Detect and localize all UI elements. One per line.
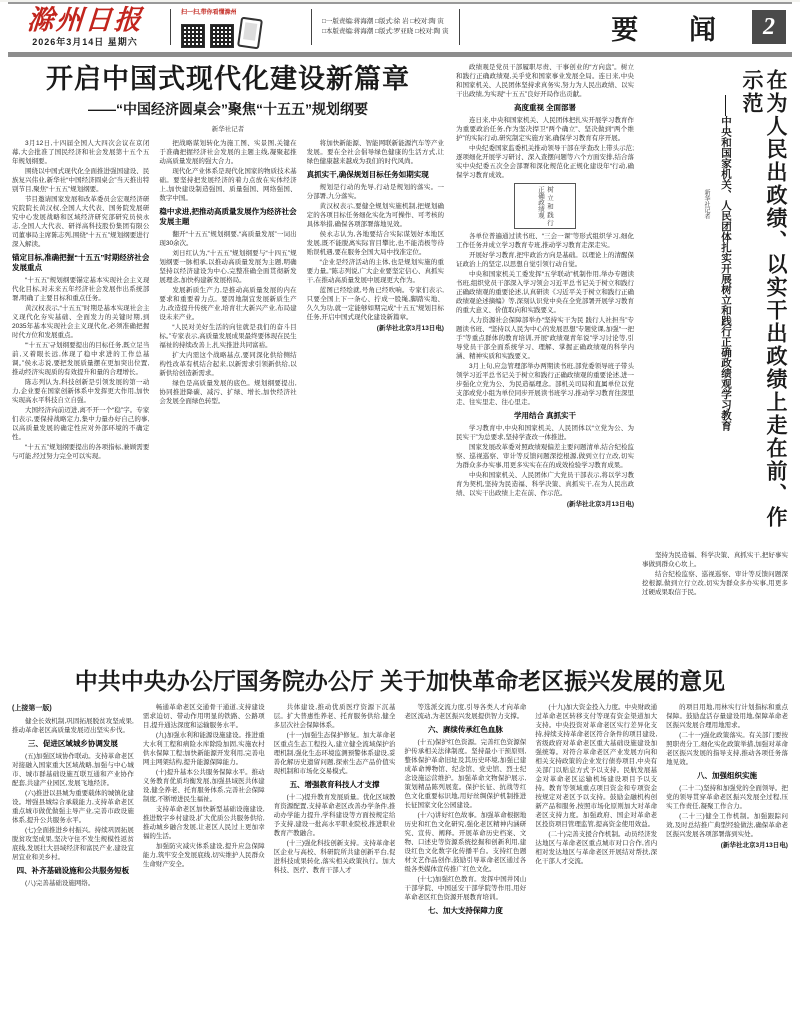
section-subhead: 五、增强教育科技人才支撑 bbox=[289, 780, 380, 789]
text-column bbox=[143, 703, 265, 1003]
paragraph: (二十二)坚持和加强党的全面领导。把党的领导贯穿革命老区振兴发展全过程,压实工作责任,凝聚工作合力。 bbox=[666, 785, 788, 810]
masthead bbox=[10, 6, 160, 48]
paragraph: (七)全面推进乡村振兴。持续巩固拓展脱贫攻坚成果,坚决守住不发生规模性返贫底线,发展壮大县域经济和富民产业,建设宜居宜业和美乡村。 bbox=[12, 827, 134, 861]
article-zhengjiguan bbox=[456, 63, 788, 661]
paragraph: 节目邀请国家发展和改革委员会宏观经济研究院院长黄汉权,全国人大代表、国务院发展研究中心发展战略和区域经济研究部研究员侯永志,全国人大代表、研祥高科技股份集团有限公司董事局主席陈志列,围绕“十五五”规划纲要进行深入解读。 bbox=[12, 196, 150, 248]
paragraph: 围绕以中国式现代化全面推进强国建设、民族复兴伟业,新华社“中国经济圆桌会”当天推出特别节目,聚焦“十五五”规划纲要。 bbox=[12, 168, 150, 193]
section-name: 要 闻 bbox=[611, 14, 738, 45]
paragraph: 现代化产业体系是现代化国家的物质技术基础。要坚持把发展经济的着力点放在实体经济上,加快建设制造强国、质量强国、网络强国、数字中国。 bbox=[159, 168, 297, 202]
paragraph: 开展好学习教育,把牢政治方向是基础。以理论上的清醒保证政治上的坚定,以思想自觉引领行动自觉。 bbox=[456, 252, 634, 268]
issue-date: 2026年3月14日 星期六 bbox=[32, 37, 138, 47]
divider bbox=[311, 9, 312, 45]
paragraph: (十九)加大资金投入力度。中央财政通过革命老区转移支付等现有资金渠道加大支持。中央投资对革命老区实行差异化支持,持续支持革命老区符合条件的项目建设,省级政府对革命老区重大基础设施建设加强统筹。对符合革命老区产业发展方向和相关支持政策的企业发行债券项目,中央有关部门以贴息方式予以支持。民航发展基金对革命老区运输机场建设项目予以支持。教育等领域重点项目资金和专项资金按规定对老区予以支持。鼓励金融机构创新产品和服务,按照市场化原则加大对革命老区支持力度。加强政府、国企对革命老区投资项目管理监管,提高资金使用效益。 bbox=[535, 704, 658, 828]
paragraph: 等选派交流力度,引导各类人才向革命老区流动,为老区振兴发展提供智力支撑。 bbox=[404, 704, 527, 720]
article-headline: 开启中国式现代化建设新篇章 bbox=[46, 64, 410, 94]
text-column bbox=[307, 139, 444, 661]
section-subhead: 高度重视 全面部署 bbox=[513, 103, 577, 112]
paragraph: 侯永志认为,各地要结合实际谋划好本地区发展,既不能脱离实际盲目攀比,也不能消极等待贻误机遇,要在服务全国大局中找准定位。 bbox=[306, 231, 444, 256]
paragraph: 中央纪委国家监委机关推动领导干部在学查改上带头示范;逐项细化开展学习研讨、深入查摆问题等六个方面安排,结合落实中央纪委五次全会部署和深化规范化正规化建设年“行动,确保学习教育成效。 bbox=[456, 145, 634, 179]
qr-slogan: 扫一扫,带你看懂滁州 bbox=[181, 9, 237, 16]
section-subhead: 稳中求进,把推动高质量发展作为经济社会发展主题 bbox=[159, 207, 297, 226]
staff-credits bbox=[322, 17, 449, 37]
bottom-body-columns bbox=[12, 703, 788, 1003]
text-column bbox=[535, 703, 657, 1003]
paragraph: “十五五”规划纲要锚定基本实现社会主义现代化目标,对未来五年经济社会发展作出系统部署,明确了主要目标和重点任务。 bbox=[12, 277, 150, 302]
phone-in-hand-icon bbox=[237, 16, 263, 49]
paragraph: (八)完善基础设施网络。 bbox=[25, 880, 95, 887]
paragraph: 蓝图已经绘就,号角已经吹响。专家们表示,只要全国上下一条心、拧成一股绳,脚踏实地、久久为功,就一定能够如期完成“十五五”规划目标任务,开启中国式现代化建设新篇章。 bbox=[306, 287, 444, 321]
paragraph: “十五五”规划纲要提出的各项指标,兼顾需要与可能,经过努力完全可以实现。 bbox=[12, 444, 150, 460]
section-subhead: 七、加大支持保障力度 bbox=[427, 906, 503, 915]
paragraph: 规划是行动的先导,行动是规划的落实。一分部署,九分落实。 bbox=[306, 184, 444, 200]
paragraph: (二十一)强化政策落实。有关部门要按照职责分工,细化实化政策举措,加强对革命老区振兴发展的指导支持,推动各项任务落地见效。 bbox=[666, 732, 788, 766]
paragraph: 刘日红认为,“十五五”规划纲要与“十四五”规划纲要一脉相承,以推动高质量发展为主题,明确坚持以经济建设为中心,完整准确全面贯彻新发展理念,加快构建新发展格局。 bbox=[159, 250, 297, 284]
text-column bbox=[12, 139, 149, 661]
paragraph: (十二)提升教育发展质量。优化区域教育资源配置,支持革命老区改善办学条件,推动办学能力提升,学科建设等方面按规定给予支持,建设一批高水平职业院校,推进职业教育产教融合。 bbox=[273, 794, 396, 837]
paragraph: 扩大内需这个战略基点,要同深化供给侧结构性改革有机结合起来,以新需求引领新供给,以新供给创造新需求。 bbox=[159, 352, 297, 377]
paragraph: 的项目用地,用林实行计划指标和重点保障。鼓励盘活存量建设用地,保障革命老区振兴发展合理用地需求。 bbox=[666, 704, 788, 729]
paragraph: 将加快新能源、智能网联新能源汽车等产业发展。要在全社会倡导绿色健康的生活方式,让绿色健康越来越成为我们的时代风尚。 bbox=[306, 140, 444, 165]
paragraph: 翻开“十五五”规划纲要,“高质量发展”一词出现30余次。 bbox=[159, 231, 297, 247]
paragraph: (十七)加强红色教育。发挥中国井冈山干部学院、中国延安干部学院等作用,用好革命老区红色资源开展教育培训。 bbox=[404, 876, 527, 901]
continued-note: (上接第一版) bbox=[12, 705, 52, 712]
paragraph: 国家发展改革委对照政绩观偏差主要问题清单,结合纪检监察、巡视巡察、审计等反馈问题深挖根源,做到立行立改,切实为群众多办实事,用更多实实在在的成效检验学习教育成果。 bbox=[456, 444, 634, 469]
paragraph: 黄汉权表示,“十五五”时期是基本实现社会主义现代化夯实基础、全面发力的关键时期,到2035年基本实现社会主义现代化,必须准确把握时代方位和发展重点。 bbox=[12, 305, 150, 339]
credits-line-1: □一版责编:蒋海潮 □版式:徐 岩 □校对:陶 寅 bbox=[322, 18, 444, 25]
paragraph: 黄汉权表示,要健全规划实施机制,把规划确定的各项目标任务细化实化为可操作、可考核的具体举措,确保各项部署落地见效。 bbox=[306, 203, 444, 228]
divider bbox=[459, 9, 460, 45]
vertical-subhead: ——中央和国家机关、人民团体扎实开展树立和践行正确政绩观学习教育 bbox=[720, 95, 732, 431]
newspaper-title: 滁州日报 bbox=[25, 5, 145, 35]
text-column bbox=[12, 703, 134, 1003]
paragraph: 大国经济向前迈进,离不开一个“稳”字。专家们表示,要保持战略定力,集中力量办好自己的事,以高质量发展的确定性应对外部环境的不确定性。 bbox=[12, 407, 150, 441]
paragraph: 健全长效机制,巩固拓展脱贫攻坚成果,推动革命老区高质量发展迈出坚实步伐。 bbox=[12, 718, 134, 734]
divider bbox=[170, 9, 171, 45]
paragraph: 绿色是高质量发展的底色。规划纲要提出,协同推进降碳、减污、扩绿、增长,加快经济社会发展全面绿色转型。 bbox=[159, 380, 297, 405]
paragraph: (二十三)健全工作机制。加强跟踪问效,及时总结推广典型经验做法,确保革命老区振兴发展各项部署落到实处。 bbox=[666, 813, 788, 838]
paragraph: 政绩观是党员干部履职尽责、干事创业的“方向盘”。树立和践行正确政绩观,关乎党和国家事业发展全局。连日来,中央和国家机关、人民团体坚持求真务实,努力为人民出政绩、以实干出政绩,为实现“十五五”良好开局作出贡献。 bbox=[456, 64, 634, 98]
article-body-column bbox=[456, 63, 634, 661]
paragraph: (十六)讲好红色故事。加强革命根据地历史和红色文化研究,强化老区精神内涵研究、宣传、阐释。开展革命历史档案、文物、口述史等资源系统挖掘和创新利用,建设红色文化数字化传播平台。支持红色题材文艺作品创作,鼓励引导革命老区通过各级各类媒体宣传推广红色文化。 bbox=[404, 812, 527, 873]
section-subhead: 四、补齐基础设施和公共服务短板 bbox=[16, 866, 130, 875]
article-byline: 新华社记者 bbox=[211, 126, 245, 133]
paragraph: “人民对美好生活的向往就是我们的奋斗目标。”专家表示,高质量发展成果最终要体现在民生福祉的持续改善上,扎实推进共同富裕。 bbox=[159, 324, 297, 349]
page-header bbox=[0, 4, 800, 50]
article-body-columns bbox=[12, 139, 444, 661]
section-subhead: 学用结合 真抓实干 bbox=[513, 411, 577, 420]
vertical-headline: 在为人民出政绩、以实干出政绩上走在前、作示范 bbox=[740, 69, 788, 529]
bottom-headline: 中共中央办公厅国务院办公厅 关于加快革命老区振兴发展的意见 bbox=[74, 668, 726, 694]
paragraph: (二十)完善支援合作机制。动员经济发达地区与革命老区重点城市对口合作,省内相对发达地区与革命老区开展结对帮扶,深化干部人才交流。 bbox=[535, 831, 658, 865]
text-column bbox=[159, 139, 296, 661]
paragraph: (十三)强化科技创新支持。支持革命老区企业与高校、科研院所共建创新平台,促进科技成果转化,落实相关政策执行。加大科技、医疗、教育干部人才 bbox=[273, 840, 396, 874]
paragraph: (十五)保护红色资源。完善红色资源保护传承相关法律制度。坚持最小干预原则,整体保护革命旧址及其历史环境,加强已建成革命博物馆、纪念馆、党史馆、烈士纪念设施运营维护。加强革命文物保护展示,策划精品陈列展览。保护长征、抗战等红色文化重要标识地,用好丝绸保护机制推进长征国家文化公园建设。 bbox=[404, 739, 527, 809]
article-laoqu-opinion bbox=[0, 661, 800, 1003]
section-subhead: 锚定目标,准确把握“十五五”时期经济社会发展重点 bbox=[12, 253, 150, 272]
vertical-byline: 新华社记者 bbox=[703, 189, 709, 219]
paragraph: 坚持为民造福、科学决策、真抓实干,把好事实事做到群众心坎上。 bbox=[642, 552, 788, 568]
article-subhead: ——“中国经济圆桌会”聚焦“十五五”规划纲要 bbox=[88, 101, 368, 117]
paragraph: (六)推进以县城为重要载体的城镇化建设。增强县城综合承载能力,支持革命老区重点城市做优做强主导产业,完善市政设施体系,提升公共服务水平。 bbox=[12, 790, 134, 824]
dateline: (新华社北京3月13日电) bbox=[376, 325, 444, 332]
paragraph: 共体建设,推动优质医疗资源下沉基层。扩大普惠性养老、托育服务供给,健全多层次社会保障体系。 bbox=[273, 704, 396, 729]
paragraph: “‘十五五’규划纲要提出的目标任务,既立足当前,又着眼长远,体现了稳中求进的工作总基调。”侯永志说,要把发展质量摆在更加突出位置,推动经济实现质的有效提升和量的合理增长。 bbox=[12, 342, 150, 376]
text-column bbox=[666, 703, 788, 1003]
paragraph: 各单位普遍通过读书班、“三会一课”等形式组织学习,细化工作任务并成立学习教育专班,推动学习教育走深走实。 bbox=[456, 233, 634, 249]
section-subhead: 三、促进区域城乡协调发展 bbox=[27, 739, 118, 748]
section-subhead: 六、赓续传承红色血脉 bbox=[427, 725, 503, 734]
text-column bbox=[404, 703, 526, 1003]
paragraph: (十一)加强生态保护修复。加大革命老区重点生态工程投入,建立健全流域保护治理机制,强化生态环境监测预警体系建设,妥善化解历史遗留问题,探索生态产品价值实现机制和市场化交易模式。 bbox=[273, 732, 396, 775]
paragraph: 支持革命老区加快新型基础设施建设,推进数字乡村建设,扩大优质公共服务供给,推动城乡融合发展,让老区人民过上更加幸福的生活。 bbox=[142, 806, 265, 840]
newspaper-page bbox=[0, 2, 800, 1027]
paragraph: (十)提升基本公共服务保障水平。推动义务教育优质均衡发展,加强县域医共体建设,健全养老、托育服务体系,完善社会保障制度,不断增进民生福祉。 bbox=[142, 769, 265, 803]
vertical-headline-panel bbox=[642, 63, 788, 661]
paragraph: 3月12日,十四届全国人大四次会议在京闭幕,大会批准了国民经济和社会发展第十五个五年规划纲要。 bbox=[12, 140, 150, 165]
paragraph: 把战略谋划转化为施工图、实景图,关键在于准确把握经济社会发展的主题主线,凝聚起推动高质量发展的强大合力。 bbox=[159, 140, 297, 165]
paragraph: 学习教育中,中央和国家机关、人民团体以“立党为公、为民实干”为总要求,坚持学查改一体推进。 bbox=[456, 425, 634, 441]
qr-code bbox=[210, 24, 234, 48]
paragraph: 中央和国家机关工委发挥“五学联动”机制作用,举办专题读书班,组织党员干部深入学习领会习近平总书记关于树立和践行正确政绩观的重要论述,认真研读《习近平关于树立和践行正确政绩观论述摘编》等,深刻认识党中央在全党部署开展学习教育的重大意义、价值取向和实践要义。 bbox=[456, 271, 634, 314]
paragraph: (九)加强水利和能源设施建设。推进重大水利工程和病险水库除险加固,实施农村供水保障工程;加快新能源开发利用,完善电网主网架结构,提升能源保障能力。 bbox=[142, 732, 265, 766]
paragraph: 发展新质生产力,是推动高质量发展的内在要求和重要着力点。要因地制宜发展新质生产力,改造提升传统产业,培育壮大新兴产业,布局建设未来产业。 bbox=[159, 287, 297, 321]
paragraph: 加强防灾减灾体系建设,提升应急保障能力,筑牢安全发展底线,切实维护人民群众生命财产安全。 bbox=[142, 843, 265, 868]
dateline: (新华社北京3月13日电) bbox=[720, 842, 788, 849]
qr-code bbox=[181, 24, 205, 48]
paragraph: 结合纪检监察、巡视巡察、审计等反馈问题深挖根源,做到立行立改,切实为群众多办实事,用更多过硬成果取信于民。 bbox=[642, 571, 788, 596]
dateline: (新华社北京3月13日电) bbox=[566, 501, 634, 508]
page-number-badge: 2 bbox=[752, 10, 786, 44]
paragraph: 畅通革命老区交通骨干通道,支持建设需求迫切、带动作用明显的铁路、公路项目,提升通达深度和运输服务水平。 bbox=[142, 704, 265, 729]
credits-line-2: □本版责编:蒋海潮 □版式:罗亚晓 □校对:陶 寅 bbox=[322, 28, 449, 35]
section-subhead: 八、加强组织实施 bbox=[697, 771, 758, 780]
text-column bbox=[274, 703, 396, 1003]
campaign-logo-box: 树立和践行 正确政绩观 bbox=[514, 183, 576, 229]
paragraph: 连日来,中央和国家机关、人民团体把扎实开展学习教育作为重要政治任务,作为坚决捍卫“两个确立”、坚决做到“两个维护”的实际行动,研究制定实施方案,确保学习教育有序开展。 bbox=[456, 117, 634, 142]
paragraph: 3月上旬,应急管理部举办两期读书班,部党委领导班子带头领学习近平总书记关于树立和践行正确政绩观的重要论述,进一步强化立党为公、为民造福理念。部机关司局和直属单位以党支部或党小组为单位同步开展读书班学习,推动学习教育往深里走、往实里走、往心里走。 bbox=[456, 363, 634, 406]
paragraph: (五)加强区域协作联动。支持革命老区对接融入国家重大区域战略,加强与中心城市、城市群基础设施互联互通和产业协作配套,共建产业园区,发展飞地经济。 bbox=[12, 753, 134, 787]
paragraph: 中央和国家机关、人民团体广大党员干部表示,将以学习教育为契机,坚持为民造福、科学决策、真抓实干,在为人民出政绩、以实干出政绩上走在前、作示范。 bbox=[456, 472, 634, 497]
article-body-continuation bbox=[642, 551, 788, 661]
qr-block bbox=[181, 7, 301, 48]
paragraph: 人力资源社会保障部举办“坚持实干为民 践行人社担当”专题读书班、“坚持以人民为中心的发展思想”专题党课,加强“一把手”等重点群体的教育培训,开展“政绩观青年说”学习讨论等,引导党员干部全面系统学习、理解、掌握正确政绩观的科学内涵、精神实质和实践要义。 bbox=[456, 317, 634, 360]
paragraph: “企业是经济活动的主体,也是规划实施的重要力量。”陈志列说,广大企业要坚定信心、真抓实干,在推动高质量发展中展现更大作为。 bbox=[306, 259, 444, 284]
paragraph: 陈志列认为,科技创新是引领发展的第一动力,企业要在国家创新体系中发挥更大作用,加快实现高水平科技自立自强。 bbox=[12, 379, 150, 404]
article-roundtable bbox=[12, 63, 444, 661]
section-subhead: 真抓实干,确保规划目标任务如期实现 bbox=[306, 170, 429, 179]
top-section bbox=[0, 57, 800, 661]
